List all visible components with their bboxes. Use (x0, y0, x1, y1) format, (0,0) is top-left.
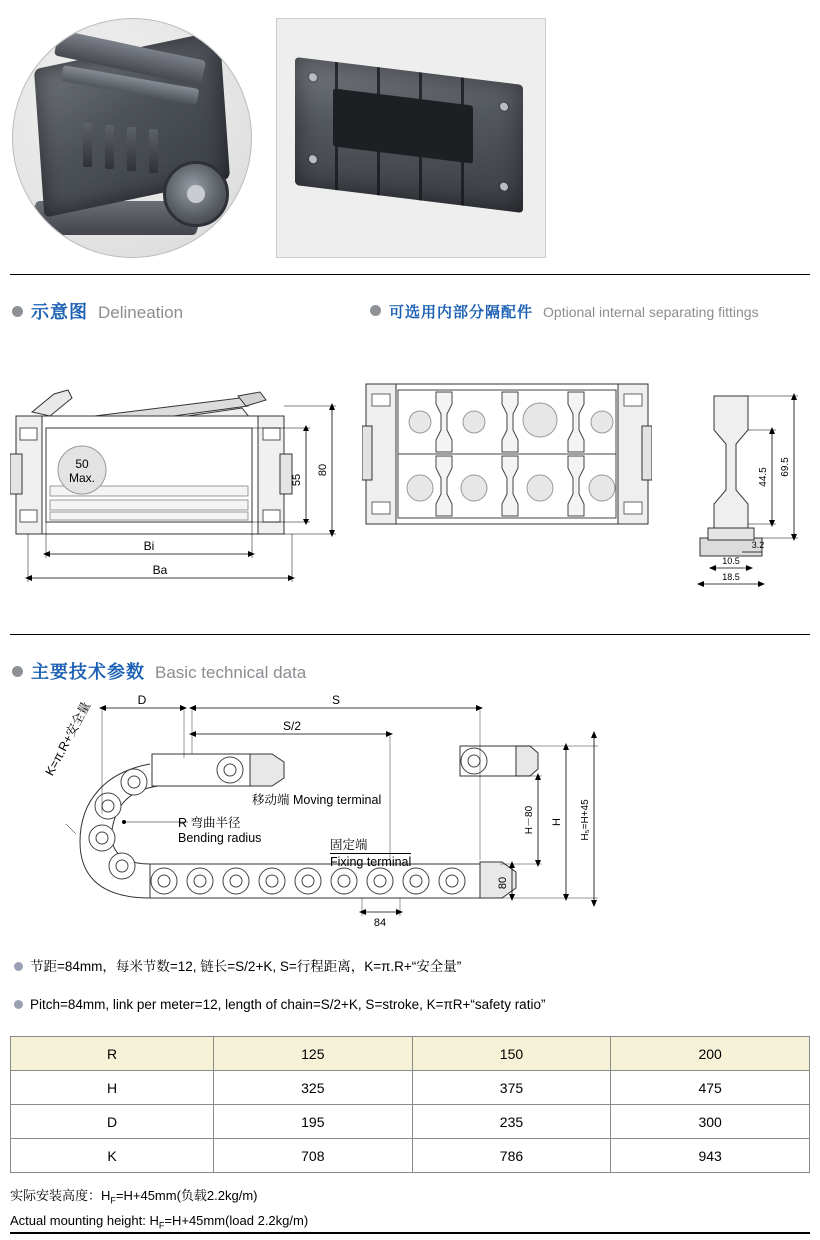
photo-shape-rib (83, 123, 92, 167)
photo-shape-stud (500, 102, 508, 111)
product-photos (0, 0, 820, 272)
photo-shape-rib (149, 129, 158, 173)
table-header-cell-125: 125 (214, 1037, 413, 1071)
heading-optional-fittings (370, 301, 759, 322)
table-cell-value: 708 (214, 1139, 413, 1173)
dim-69-5-label: 69.5 (780, 457, 791, 477)
dim-ba-label: Ba (152, 563, 168, 577)
heading-basic-en: Basic technical data (155, 663, 307, 682)
label-moving-terminal (252, 790, 381, 808)
dim-44-5-label: 44.5 (758, 467, 769, 487)
dim-S2-label: S/2 (282, 719, 302, 733)
heading-optional-fittings-en: Optional internal separating fittings (543, 304, 759, 320)
dim-D-label: D (137, 694, 147, 707)
photo-cable-chain-detail (12, 18, 252, 258)
heading-basic-technical-data (12, 658, 306, 684)
bullet-icon (12, 306, 23, 317)
note-en-text: Pitch=84mm, link per meter=12, length of chain=S/2+K, S=stroke, K=πR+“safety ratio” (30, 997, 546, 1012)
table-cell-value: 475 (611, 1071, 810, 1105)
label-fixing-terminal-en: Fixing terminal (330, 855, 412, 869)
divider-bottom (10, 1232, 810, 1234)
divider-top (10, 274, 810, 275)
label-fixing-terminal (330, 838, 411, 870)
footer-note-cn-prefix: 实际安装高度：H (10, 1188, 111, 1203)
note-cn (14, 958, 804, 976)
dim-S-label: S (331, 694, 341, 707)
note-en (14, 996, 804, 1014)
dim-3-2-label: 3.2 (751, 540, 765, 550)
label-bending-radius-en: Bending radius (178, 831, 262, 845)
separator-profile-drawing (690, 376, 815, 606)
dim-84-label: 84 (373, 917, 387, 929)
table-cell-value: 195 (214, 1105, 413, 1139)
photo-shape-rib (105, 125, 114, 169)
table-row (11, 1139, 810, 1173)
photo-shape-stud (309, 155, 317, 164)
technical-data-table (10, 1036, 810, 1173)
heading-delineation-en: Delineation (98, 303, 184, 322)
bullet-icon (14, 1000, 23, 1009)
delineation-drawing (10, 336, 360, 596)
photo-cable-chain-assembly (276, 18, 546, 258)
footer-note-en-rest: =H+45mm(load 2.2kg/m) (164, 1212, 309, 1228)
table-header-cell-200: 200 (611, 1037, 810, 1071)
heading-delineation-cn: 示意图 (31, 302, 88, 322)
dim-80-right-label: 80 (497, 876, 509, 890)
chain-travel-diagram (60, 694, 620, 939)
label-bending-radius-cn: R 弯曲半径 (178, 816, 241, 830)
table-cell-label: H (11, 1071, 214, 1105)
dim-50-label: 50 (75, 457, 89, 471)
table-cell-value: 235 (412, 1105, 611, 1139)
heading-optional-fittings-cn: 可选用内部分隔配件 (389, 304, 534, 321)
dim-max-label: Max. (68, 471, 96, 485)
dim-H-label: H (551, 818, 563, 826)
table-cell-label: D (11, 1105, 214, 1139)
table-header-cell-150: 150 (412, 1037, 611, 1071)
dim-10-5-label: 10.5 (722, 556, 740, 566)
separator-plan-drawing (362, 376, 652, 536)
label-fixing-terminal-cn: 固定端 (330, 838, 368, 852)
table-cell-label: K (11, 1139, 214, 1173)
bullet-icon (14, 962, 23, 971)
table-cell-value: 375 (412, 1071, 611, 1105)
table-header-cell-r: R (11, 1037, 214, 1071)
dim-18-5-label: 18.5 (722, 572, 740, 582)
heading-basic-cn: 主要技术参数 (31, 662, 145, 682)
label-k-formula: K=π.R+安全量 (42, 699, 94, 778)
label-moving-terminal-cn: 移动端 (252, 793, 290, 807)
footer-notes (10, 1186, 308, 1235)
label-moving-terminal-en: Moving terminal (293, 793, 382, 807)
photo-shape-stud (309, 73, 317, 82)
dim-55-label: 55 (291, 473, 303, 487)
footer-note-en-sub: F (158, 1220, 165, 1231)
label-bending-radius (178, 816, 261, 846)
footer-note-cn-sub: F (110, 1195, 116, 1206)
table-cell-value: 786 (412, 1139, 611, 1173)
footer-note-cn-rest: =H+45mm(负载2.2kg/m) (115, 1188, 258, 1203)
footer-note-en-prefix: Actual mounting height: H (10, 1212, 159, 1228)
table-cell-value: 943 (611, 1139, 810, 1173)
table-row (11, 1105, 810, 1139)
dim-H-80-label: H－80 (524, 805, 535, 835)
photo-shape-wheel (163, 161, 229, 227)
photo-shape-stud (500, 182, 508, 191)
dim-80-label: 80 (317, 463, 329, 477)
dim-HF-label: H₅=H+45 (580, 799, 591, 841)
table-row (11, 1071, 810, 1105)
table-cell-value: 300 (611, 1105, 810, 1139)
divider-middle (10, 634, 810, 635)
photo-shape-rib (127, 127, 136, 171)
heading-delineation (12, 298, 183, 324)
footer-note-cn (10, 1186, 308, 1211)
bullet-icon (370, 305, 381, 316)
bullet-icon (12, 666, 23, 677)
dim-bi-label: Bi (143, 539, 155, 553)
table-header-row (11, 1037, 810, 1071)
note-cn-text: 节距=84mm，每米节数=12, 链长=S/2+K, S=行程距离，K=π.R+“安全量” (30, 959, 462, 974)
table-cell-value: 325 (214, 1071, 413, 1105)
